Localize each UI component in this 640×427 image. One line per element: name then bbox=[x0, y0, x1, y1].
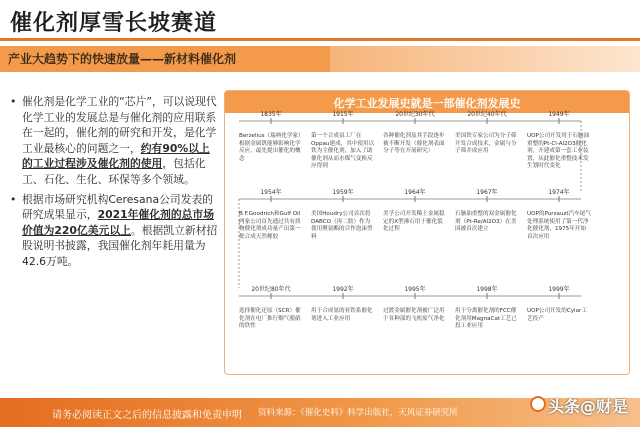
timeline-description: 选择催化还原（SCR）催化剂在电厂推行烟气脱硝的铁性 bbox=[239, 308, 301, 330]
timeline-description: B.F.Goodrich和Gulf Oil两家公司首先通过共有质物催化剂成功量产出第一批合成天然橡胶 bbox=[239, 211, 301, 240]
timeline-description: 过渡金属催化剂被广泛用于各种部的飞机废气净化 bbox=[383, 308, 445, 322]
bullet-text: 根据市场研究机构Ceresana公司发表的研究成果显示， bbox=[22, 192, 214, 222]
timeline-year: 1915年 bbox=[332, 111, 354, 118]
timeline-year: 1959年 bbox=[332, 189, 354, 196]
title-underline bbox=[0, 38, 640, 41]
subtitle-banner bbox=[0, 46, 330, 72]
section-subtitle: 产业大趋势下的快速放量——新材料催化剂 bbox=[8, 52, 237, 66]
timeline-description: 美国Houdry公司首次将DABCO（再二胺）作为使用聚氨酯的合作泡沫塑料 bbox=[311, 211, 373, 240]
watermark-logo-icon bbox=[530, 396, 546, 412]
footer-source: 资料来源：《催化史料》科学出版社，天风证券研究所 bbox=[258, 408, 458, 418]
timeline-year: 1967年 bbox=[476, 189, 498, 196]
timeline-year: 1835年 bbox=[260, 111, 282, 118]
bullet-catalyst-role bbox=[10, 94, 218, 188]
timeline-description: UOP的Purzauzt汽车尾气处理系统使用了第一代净化催化剂，1975年开始首次应用 bbox=[527, 211, 591, 240]
timeline-year: 1992年 bbox=[332, 286, 354, 293]
bullet-highlight: 2021年催化剂的总市场价值为220亿美元以上 bbox=[22, 208, 215, 237]
title-bar bbox=[0, 0, 640, 42]
timeline-year: 1999年 bbox=[548, 286, 570, 293]
timeline-year: 1954年 bbox=[260, 189, 282, 196]
timeline-panel bbox=[224, 90, 630, 375]
timeline-year: 20世纪80年代 bbox=[251, 286, 291, 293]
timeline-year: 1995年 bbox=[404, 286, 426, 293]
timeline-year: 20世纪40年代 bbox=[467, 111, 507, 118]
timeline-year: 1949年 bbox=[548, 111, 570, 118]
bullet-market-size bbox=[10, 192, 218, 270]
subtitle-banner-fade bbox=[330, 46, 640, 72]
footer-disclaimer: 请务必阅读正文之后的信息披露和免责申明 bbox=[52, 410, 242, 421]
timeline-description: Berzelius（瑞典化学家）根据金属钒能够影响化学反应，最先提出催化的概念 bbox=[239, 133, 301, 162]
timeline-description: 第一个合成氨工厂在Oppau建成，其中使用以铁为主催化剂，加入了助催化剂从而水煤气变换反应得到 bbox=[311, 133, 375, 170]
timeline-year: 1974年 bbox=[548, 189, 570, 196]
timeline-title: 化学工业发展史就是一部催化剂发展史 bbox=[333, 97, 521, 110]
bullet-text: 。根据凯立新材招股说明书披露，我国催化剂年耗用量为42.6万吨。 bbox=[22, 223, 218, 268]
timeline-description: 石脑油重整的双金属催化剂（Pt-Re/Al2O3）在美国被首次建立 bbox=[455, 211, 517, 233]
timeline-year: 1998年 bbox=[476, 286, 498, 293]
bullet-text: ，包括化工、石化、生化、环保等多个领域。 bbox=[22, 157, 206, 186]
bullet-highlight: 约有90%以上的工业过程涉及催化剂的使用 bbox=[22, 141, 210, 171]
timeline-description: 美国铁专家公司为分子筛开发合成技术，金属与分子筛并成应用 bbox=[455, 133, 517, 155]
timeline-description: UOP公司开发用于石脑油重整的Pt-Cl-Al2O3催化剂，开建成第一套工业装置，从此催化重整技术发生划时代变化 bbox=[527, 133, 590, 170]
timeline-description: 用于分离催化剂的FCC催化剂用MagnaCat工艺已投工业应用 bbox=[455, 308, 517, 330]
timeline-year: 20世纪30年代 bbox=[395, 111, 435, 118]
bullet-text: 催化剂是化学工业的“芯片”，可以说现代化学工业的发展总是与催化剂的应用联系在一起的，催化剂的研究和开发，是化学工业最核心的问题之一， bbox=[22, 95, 217, 155]
watermark-text: 头条@财是 bbox=[548, 397, 629, 416]
timeline-year: 1964年 bbox=[404, 189, 426, 196]
timeline-description: UOP公司开发的Cylar工艺投产 bbox=[527, 308, 587, 322]
bullet-list bbox=[10, 94, 218, 274]
timeline-description: 用于合成氨的亚铁系催化剂进入工业应用 bbox=[311, 308, 373, 322]
timeline-description: 各种催化剂及其手段逐步被不断开发（催化剂表面分子等在开展研究） bbox=[383, 133, 445, 155]
page-title: 催化剂厚雪长坡赛道 bbox=[10, 11, 218, 36]
timeline-description: 美孚公司开发稀土金属稳定的X型沸石用于催化裂化过程 bbox=[383, 211, 445, 233]
